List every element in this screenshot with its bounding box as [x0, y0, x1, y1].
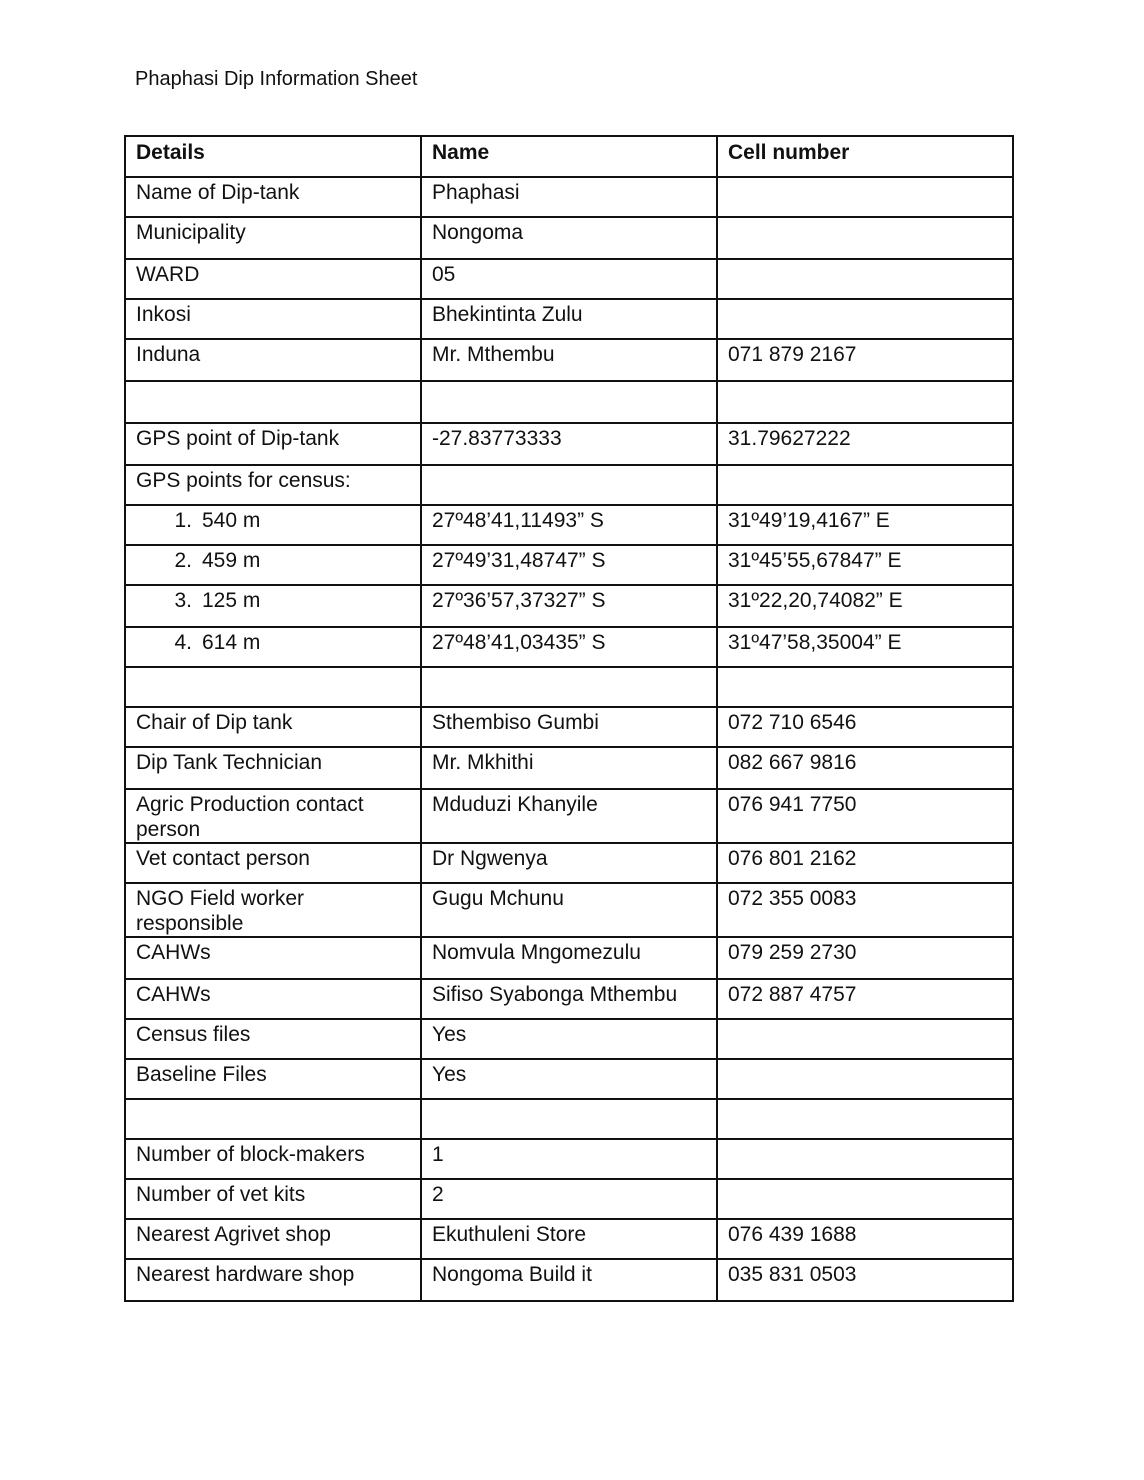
- cell-number-cell: 076 801 2162: [717, 843, 1013, 883]
- name-cell: 1: [421, 1139, 717, 1179]
- cell-number-cell: 079 259 2730: [717, 937, 1013, 979]
- table-row: [125, 789, 1013, 843]
- table-row: [125, 177, 1013, 217]
- cell-number-cell: [717, 1059, 1013, 1099]
- list-number: 1.: [174, 509, 192, 532]
- name-cell: [421, 667, 717, 707]
- header-cell-number: Cell number: [717, 136, 1013, 177]
- name-cell: 27º48’41,11493” S: [421, 505, 717, 545]
- name-cell: Nongoma Build it: [421, 1259, 717, 1301]
- cell-number-cell: 31º47’58,35004” E: [717, 627, 1013, 667]
- name-cell: 27º49’31,48747” S: [421, 545, 717, 585]
- details-cell: Inkosi: [125, 299, 421, 339]
- details-cell: Municipality: [125, 217, 421, 259]
- name-cell: 2: [421, 1179, 717, 1219]
- details-cell: NGO Field worker responsible: [125, 883, 421, 937]
- name-cell: Nomvula Mngomezulu: [421, 937, 717, 979]
- cell-number-cell: 072 887 4757: [717, 979, 1013, 1019]
- cell-number-cell: 071 879 2167: [717, 339, 1013, 381]
- details-cell: GPS points for census:: [125, 465, 421, 505]
- details-cell: [125, 381, 421, 423]
- document-title: Phaphasi Dip Information Sheet: [135, 68, 418, 90]
- name-cell: [421, 465, 717, 505]
- details-cell: Induna: [125, 339, 421, 381]
- table-row: [125, 585, 1013, 627]
- name-cell: Phaphasi: [421, 177, 717, 217]
- table-row: [125, 1019, 1013, 1059]
- cell-number-cell: 31.79627222: [717, 423, 1013, 465]
- details-cell: Baseline Files: [125, 1059, 421, 1099]
- name-cell: Gugu Mchunu: [421, 883, 717, 937]
- cell-number-cell: 072 355 0083: [717, 883, 1013, 937]
- cell-number-cell: 082 667 9816: [717, 747, 1013, 789]
- name-cell: Dr Ngwenya: [421, 843, 717, 883]
- cell-number-cell: 035 831 0503: [717, 1259, 1013, 1301]
- table-row: [125, 883, 1013, 937]
- cell-number-cell: 31º22,20,74082” E: [717, 585, 1013, 627]
- details-cell: Number of block-makers: [125, 1139, 421, 1179]
- cell-number-cell: [717, 1099, 1013, 1139]
- details-cell: Number of vet kits: [125, 1179, 421, 1219]
- table-row: [125, 545, 1013, 585]
- table-row: [125, 627, 1013, 667]
- name-cell: [421, 1099, 717, 1139]
- details-cell: GPS point of Dip-tank: [125, 423, 421, 465]
- name-cell: Mr. Mkhithi: [421, 747, 717, 789]
- cell-number-cell: [717, 217, 1013, 259]
- details-cell: WARD: [125, 259, 421, 299]
- table-row: [125, 339, 1013, 381]
- details-cell: Census files: [125, 1019, 421, 1059]
- details-cell: [125, 505, 421, 545]
- details-cell: [125, 585, 421, 627]
- distance-value: 540 m: [202, 509, 261, 532]
- cell-number-cell: 31º45’55,67847” E: [717, 545, 1013, 585]
- table-row: [125, 937, 1013, 979]
- table-row-spacer: [125, 381, 1013, 423]
- name-cell: Mr. Mthembu: [421, 339, 717, 381]
- name-cell: Yes: [421, 1019, 717, 1059]
- table-row: [125, 1059, 1013, 1099]
- name-cell: [421, 381, 717, 423]
- details-cell: Vet contact person: [125, 843, 421, 883]
- table-row: [125, 1139, 1013, 1179]
- list-number: 4.: [174, 631, 192, 654]
- details-cell: Nearest Agrivet shop: [125, 1219, 421, 1259]
- table-row: [125, 423, 1013, 465]
- cell-number-cell: [717, 1179, 1013, 1219]
- details-cell: Name of Dip-tank: [125, 177, 421, 217]
- table-row-spacer: [125, 1099, 1013, 1139]
- cell-number-cell: 076 941 7750: [717, 789, 1013, 843]
- table-row: [125, 217, 1013, 259]
- cell-number-cell: [717, 381, 1013, 423]
- cell-number-cell: [717, 1139, 1013, 1179]
- cell-number-cell: [717, 299, 1013, 339]
- details-cell: Nearest hardware shop: [125, 1259, 421, 1301]
- cell-number-cell: 31º49’19,4167” E: [717, 505, 1013, 545]
- details-cell: [125, 545, 421, 585]
- details-cell: [125, 1099, 421, 1139]
- details-cell: CAHWs: [125, 979, 421, 1019]
- name-cell: Sthembiso Gumbi: [421, 707, 717, 747]
- name-cell: Bhekintinta Zulu: [421, 299, 717, 339]
- list-number: 2.: [174, 549, 192, 572]
- cell-number-cell: 076 439 1688: [717, 1219, 1013, 1259]
- name-cell: Sifiso Syabonga Mthembu: [421, 979, 717, 1019]
- cell-number-cell: [717, 465, 1013, 505]
- table-row: [125, 747, 1013, 789]
- name-cell: 27º36’57,37327” S: [421, 585, 717, 627]
- table-row: [125, 505, 1013, 545]
- table-row: [125, 979, 1013, 1019]
- name-cell: Yes: [421, 1059, 717, 1099]
- details-cell: Agric Production contact person: [125, 789, 421, 843]
- cell-number-cell: [717, 177, 1013, 217]
- table-header-row: [125, 136, 1013, 177]
- header-name: Name: [421, 136, 717, 177]
- name-cell: 27º48’41,03435” S: [421, 627, 717, 667]
- table-row: [125, 1179, 1013, 1219]
- name-cell: Mduduzi Khanyile: [421, 789, 717, 843]
- table-row: [125, 843, 1013, 883]
- cell-number-cell: [717, 667, 1013, 707]
- details-cell: Chair of Dip tank: [125, 707, 421, 747]
- table-row: [125, 259, 1013, 299]
- table-row: [125, 707, 1013, 747]
- name-cell: Nongoma: [421, 217, 717, 259]
- details-cell: Dip Tank Technician: [125, 747, 421, 789]
- details-cell: CAHWs: [125, 937, 421, 979]
- distance-value: 459 m: [202, 549, 261, 572]
- name-cell: Ekuthuleni Store: [421, 1219, 717, 1259]
- name-cell: 05: [421, 259, 717, 299]
- table-row: [125, 1219, 1013, 1259]
- table-row: [125, 465, 1013, 505]
- details-cell: [125, 627, 421, 667]
- cell-number-cell: 072 710 6546: [717, 707, 1013, 747]
- distance-value: 614 m: [202, 631, 261, 654]
- dip-information-table: [124, 135, 1014, 1302]
- name-cell: -27.83773333: [421, 423, 717, 465]
- cell-number-cell: [717, 1019, 1013, 1059]
- distance-value: 125 m: [202, 589, 261, 612]
- list-number: 3.: [174, 589, 192, 612]
- table-row: [125, 299, 1013, 339]
- table-row-spacer: [125, 667, 1013, 707]
- header-details: Details: [125, 136, 421, 177]
- details-cell: [125, 667, 421, 707]
- cell-number-cell: [717, 259, 1013, 299]
- table-row: [125, 1259, 1013, 1301]
